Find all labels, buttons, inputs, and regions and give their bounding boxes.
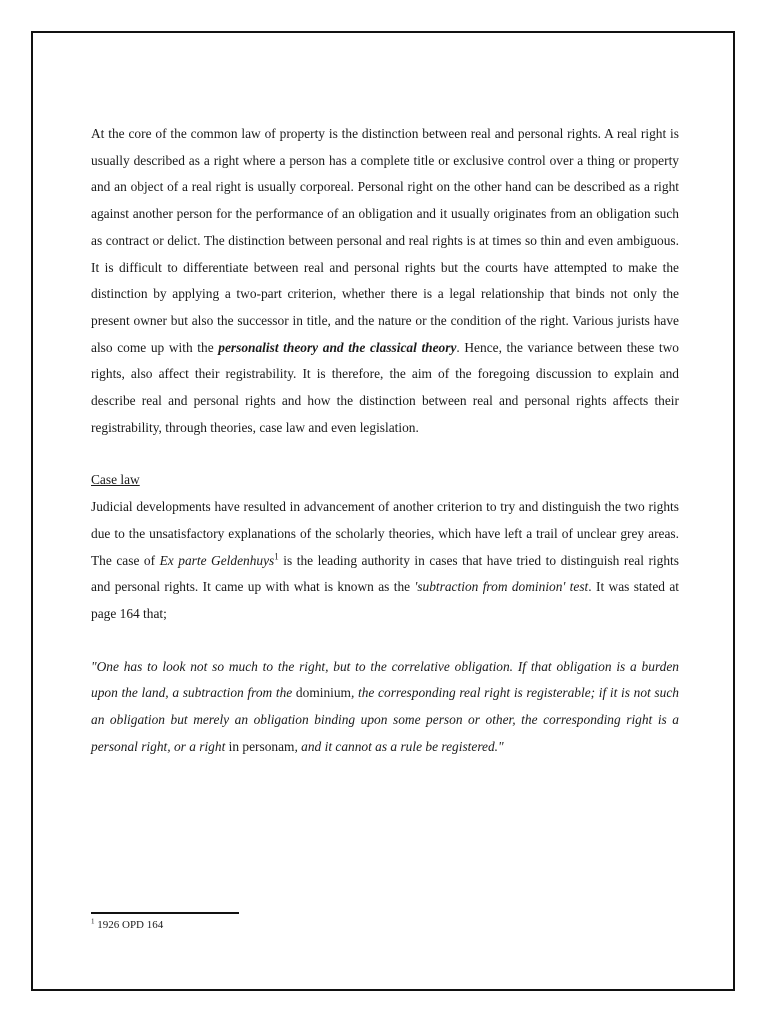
footnote-separator xyxy=(91,912,239,914)
quote-text-2: , the corresponding real right is registerable; if it is not such an obligation but merely an obligation binding upon some person or other, the corresponding right is a personal right, or a right xyxy=(91,685,679,754)
footnote xyxy=(91,918,163,932)
case-law-text-middle: is the leading authority in cases that have tried to distinguish real rights and personal rights. It came up with what is known as the xyxy=(91,552,679,595)
quote-term-in-personam: in personam xyxy=(228,738,295,754)
theories-emphasis: personalist theory and the classical theory xyxy=(218,339,457,355)
footnote-reference[interactable]: 1 xyxy=(274,551,279,562)
intro-text-end: . Hence, the variance between these two rights, also affect their registrability. It is therefore, the aim of the foregoing discussion to explain and describe real and personal rights and how the distinction between real and personal rights affects their registrability, through theories, case law and even legislation. xyxy=(91,339,679,435)
quote-text-1: "One has to look not so much to the right, but to the correlative obligation. If that obligation is a burden upon the land, a subtraction from the xyxy=(91,658,679,701)
intro-paragraph xyxy=(91,121,679,441)
quote-term-dominium: dominium xyxy=(295,685,351,701)
case-law-text-start: Judicial developments have resulted in advancement of another criterion to try and distinguish the two rights due to the unsatisfactory explanations of the scholarly theories, which have left a trail of unclear grey areas. The case of xyxy=(91,499,679,568)
case-law-text-end: . It was stated at page 164 that; xyxy=(91,579,679,621)
block-quote xyxy=(91,654,679,761)
case-law-paragraph xyxy=(91,494,679,628)
footnote-text: 1926 OPD 164 xyxy=(94,919,164,931)
document-page xyxy=(31,31,735,991)
document-body xyxy=(91,121,679,760)
intro-text-start: At the core of the common law of property is the distinction between real and personal rights. A real right is usually described as a right where a person has a complete title or exclusive control over a thing or property and an object of a real right is usually corporeal. Personal right on the other hand can be described as a right against another person for the performance of an obligation and it usually originates from an obligation such as contract or delict. The distinction between personal and real rights is at times so thin and even ambiguous. It is difficult to differentiate between real and personal rights but the courts have attempted to make the distinction by applying a two-part criterion, whether there is a legal relationship that binds not only the present owner but also the successor in title, and the nature or the condition of the right. Various jurists have also come up with the xyxy=(91,126,679,355)
case-name: Ex parte Geldenhuys xyxy=(159,552,275,568)
test-name: 'subtraction from dominion' test xyxy=(414,579,589,595)
footnote-marker: 1 xyxy=(91,917,95,926)
quote-text-3: , and it cannot as a rule be registered." xyxy=(294,738,504,754)
section-heading-case-law: Case law xyxy=(91,472,140,488)
